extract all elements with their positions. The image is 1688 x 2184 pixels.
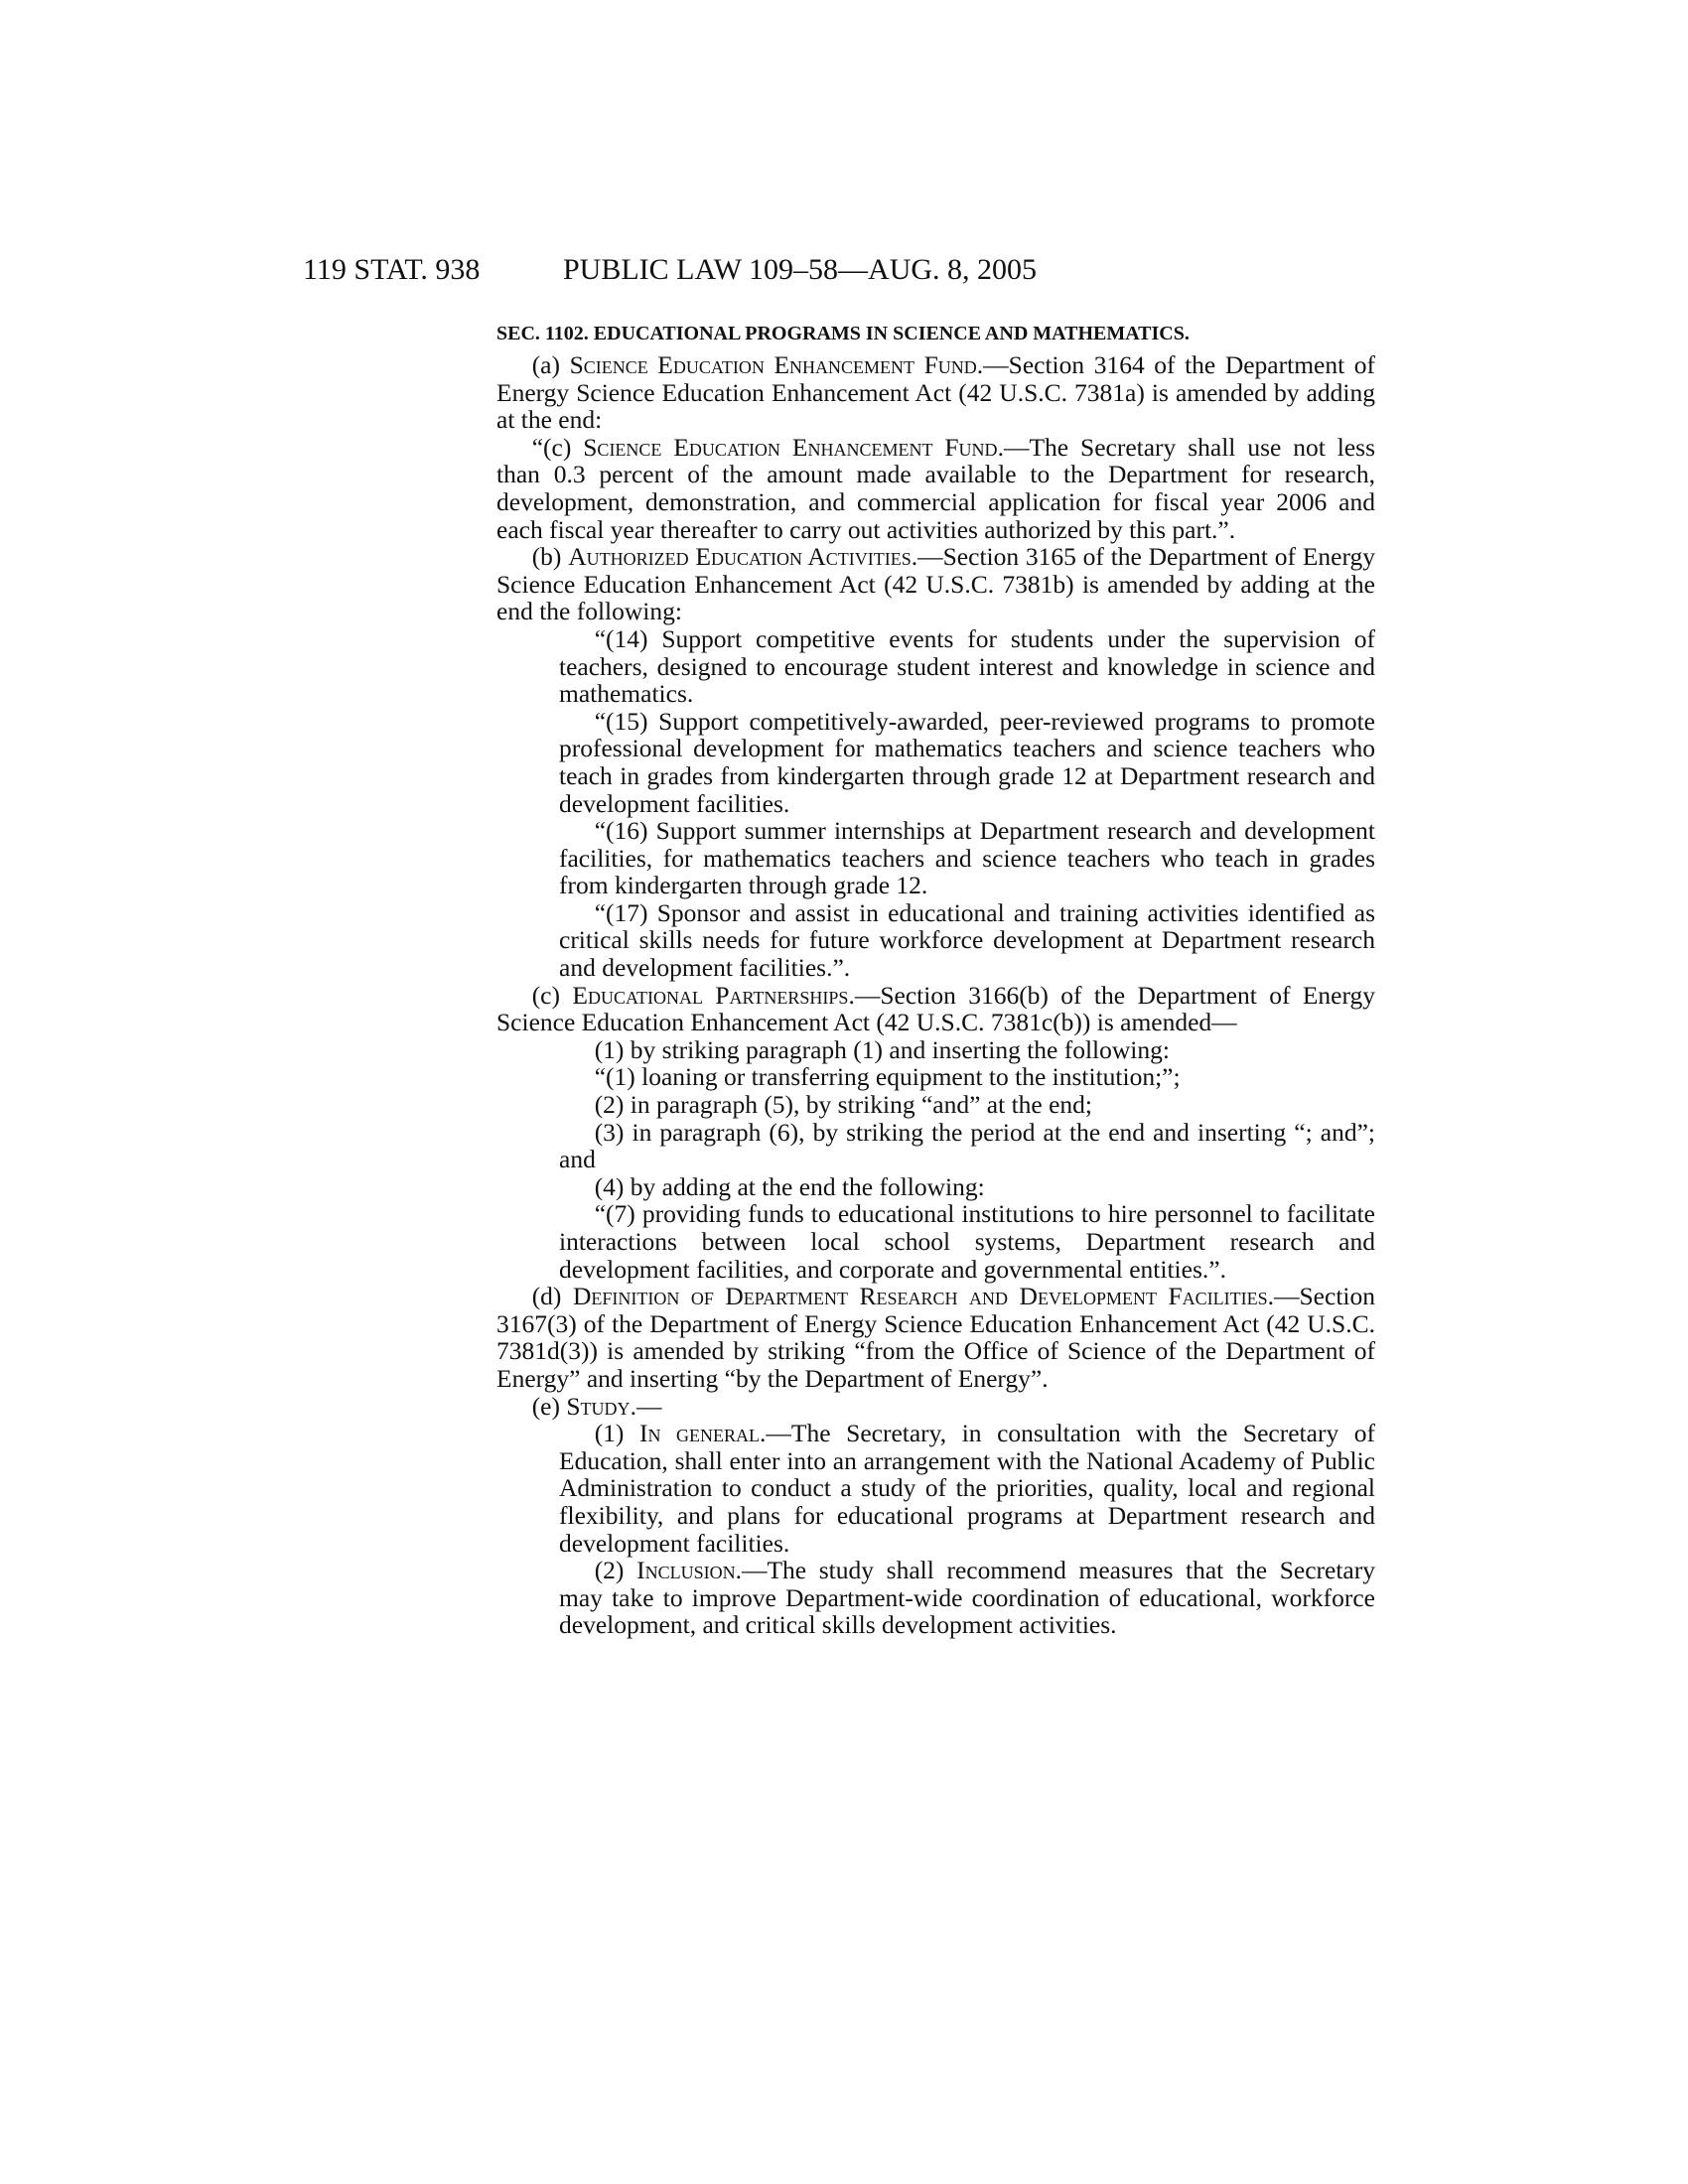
subsection-c-text: .—Section 3166(b) of the Department of Energy Science Education Enhancement Act (42 U.S.C. 7381c(b)) is amended— (496, 980, 1375, 1037)
page-header (303, 250, 1375, 290)
subsection-e-paragraph-2-label: (2) (594, 1556, 637, 1585)
subsection-d-text: .—Section 3167(3) of the Department of Energy Science Education Enhancement Act (42 U.S.C. 7381d(3)) is amended by striking “from the Office of Science of the Department of Energy” and inserting “by the Department of Energy”. (496, 1282, 1375, 1393)
subsection-b (496, 543, 1375, 625)
inserted-paragraph-7: “(7) providing funds to educational institutions to hire personnel to facilitate interactions between local school systems, Department research and development facilities, and corporate and governmental entities.”. (559, 1199, 1375, 1284)
subsection-e-caption: Study (566, 1391, 631, 1421)
inserted-subsection-c-caption: Science Education Enhancement Fund (583, 432, 998, 462)
subsection-e-paragraph-1-label: (1) (594, 1419, 639, 1448)
subsection-e-text: .— (630, 1391, 662, 1421)
subsection-d-label: (d) (531, 1282, 573, 1311)
inserted-subsection-c-label: “(c) (531, 432, 584, 462)
subsection-e-paragraph-1-caption: In general (639, 1419, 761, 1448)
subsection-e-paragraph-1-text: .—The Secretary, in consultation with the Secretary of Education, shall enter into an arrangement with the National Academy of Public Administration to conduct a study of the priorities, quality, local and regional flexibility, and plans for educational programs at Department research and development facilities. (559, 1419, 1376, 1558)
subsection-a (496, 351, 1375, 434)
subsection-c-label: (c) (531, 980, 573, 1010)
inserted-paragraph-15: “(15) Support competitively-awarded, peer-reviewed programs to promote professional development for mathematics teachers and science teachers who teach in grades from kindergarten through grade 12 at Department research and development facilities. (559, 706, 1375, 818)
inserted-subsection-c (496, 434, 1375, 543)
subsection-d (496, 1283, 1375, 1392)
subsection-a-caption: Science Education Enhancement Fund (569, 350, 977, 379)
inserted-paragraph-14: “(14) Support competitive events for students under the supervision of teachers, designed to encourage student interest and knowledge in science and mathematics. (559, 623, 1375, 709)
subsection-d-caption: Definition of Department Research and Development Facilities (572, 1282, 1268, 1311)
subsection-e-paragraph-2-text: .—The study shall recommend measures that the Secretary may take to improve Department-wide coordination of educational, workforce development, and critical skills development activities. (559, 1556, 1375, 1640)
running-head: PUBLIC LAW 109–58—AUG. 8, 2005 (563, 253, 1038, 286)
subsection-e (496, 1393, 1375, 1421)
subsection-a-label: (a) (531, 350, 570, 379)
statute-page-reference: 119 STAT. 938 (303, 253, 481, 286)
subsection-e-paragraph-2 (559, 1557, 1375, 1639)
inserted-paragraph-1: “(1) loaning or transferring equipment to the institution;”; (594, 1062, 1181, 1092)
subsection-b-label: (b) (531, 542, 569, 572)
subsection-e-paragraph-1 (559, 1420, 1375, 1557)
subsection-b-caption: Authorized Education Activities (568, 542, 912, 572)
amendment-item-2: (2) in paragraph (5), by striking “and” at the end; (594, 1090, 1093, 1120)
subsection-c (496, 982, 1375, 1036)
section-body (496, 320, 1375, 1639)
inserted-paragraph-17: “(17) Sponsor and assist in educational and training activities identified as critical skills needs for future workforce development at Department research and development facilities.”. (559, 897, 1375, 983)
inserted-subsection-c-text: .—The Secretary shall use not less than 0.3 percent of the amount made available to the Department for research, development, demonstration, and commercial application for fiscal year 2006 and each fiscal year thereafter to carry out activities authorized by this part.”. (496, 432, 1376, 544)
subsection-c-caption: Educational Partnerships (572, 980, 849, 1010)
inserted-paragraph-16: “(16) Support summer internships at Department research and development facilities, for mathematics teachers and science teachers who teach in grades from kindergarten through grade 12. (559, 816, 1375, 900)
subsection-e-paragraph-2-caption: Inclusion (636, 1556, 736, 1585)
amendment-item-4: (4) by adding at the end the following: (594, 1171, 985, 1201)
amendment-item-1: (1) by striking paragraph (1) and inserting the following: (594, 1034, 1170, 1064)
amendment-item-3: (3) in paragraph (6), by striking the period at the end and inserting “; and”; and (559, 1117, 1375, 1174)
subsection-e-label: (e) (531, 1391, 567, 1421)
subsection-a-text: .—Section 3164 of the Department of Energy Science Education Enhancement Act (42 U.S.C. 7381a) is amended by adding at the end: (496, 350, 1375, 435)
section-heading: SEC. 1102. EDUCATIONAL PROGRAMS IN SCIENCE AND MATHEMATICS. (496, 323, 1190, 344)
subsection-b-text: .—Section 3165 of the Department of Energy Science Education Enhancement Act (42 U.S.C. 7381b) is amended by adding at the end the following: (496, 542, 1375, 626)
